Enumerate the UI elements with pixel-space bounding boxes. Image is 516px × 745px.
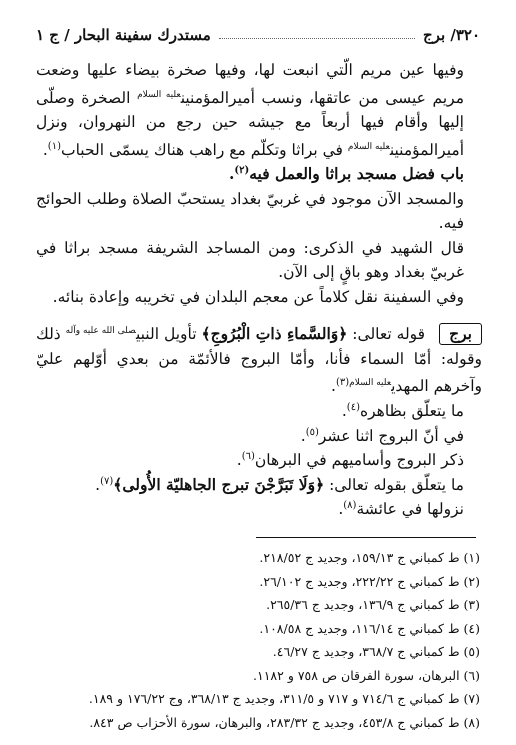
- list-item: [36, 399, 482, 424]
- book-title: مستدرك سفينة البحار / ج ١: [36, 26, 211, 44]
- footnote: (٢) ط كمباني ج ٢٢٢/٢٢، وجديد ج ٢٦/١٠٢.: [259, 573, 480, 589]
- footnote-divider: [256, 537, 476, 538]
- paragraph-text: الصخرة وصلّى إليها وأقام فيها أربعاً مع جيشه حين رجع من النهروان، ونزل أميرالمؤمنين: [36, 88, 464, 159]
- main-text: [36, 58, 482, 522]
- quran-verse: ﴿وَلَا تَبَرَّجْنَ تبرج الجاهليّة الأُولى﴾: [113, 474, 325, 494]
- footnote: (٣) ط كمباني ج ١٣٦/٩، وجديد ج ٢٦٥/٣٦.: [266, 597, 480, 612]
- footnote: (٤) ط كمباني ج ١١٦/١٤، وجديد ج ١٠٨/٥٨.: [259, 620, 480, 636]
- paragraph-text: تأويل النبي: [135, 325, 202, 344]
- paragraph-text: وفيها عين مريم الّتي انبعت لها، وفيها صخرة بيضاء عليها وضعت مريم عيسى من عاتقها، ونسب أميرالمؤمنين: [36, 61, 465, 107]
- list-item: [36, 424, 482, 449]
- item-text: ذكر البروج وأساميهم في البرهان: [254, 451, 464, 470]
- footnote-ref: (٧): [100, 475, 114, 487]
- heading-text: باب فضل مسجد براثا والعمل فيه: [249, 164, 464, 184]
- footnote-ref: (٣): [335, 377, 350, 389]
- paragraph-safina-note: وفي السفينة نقل كلاماً عن معجم البلدان في تخريبه وإعادة بنائه.: [52, 287, 464, 306]
- paragraph-shahid-dhikra: قال الشهيد في الذكرى: ومن المساجد الشريفة مسجد براثا في غربيّ بغداد وهو باقٍ إلى الآن.: [36, 238, 464, 282]
- paragraph-text: في براثا وتكلّم مع راهب هناك يسمّى الحباب: [60, 140, 348, 159]
- list-item: [36, 497, 482, 522]
- footnote-ref: (٦): [241, 450, 255, 462]
- paragraph-text: قوله تعالى:: [347, 325, 426, 344]
- footnote-ref: (٢): [234, 165, 250, 177]
- list-item: [36, 473, 482, 498]
- list-item: [36, 448, 482, 473]
- punctuation: .: [300, 426, 306, 445]
- footnotes: [36, 546, 480, 734]
- footnote: (٦) البرهان، سورة الفرقان ص ٧٥٨ و ١١٨٢.: [253, 667, 480, 683]
- footnote-ref: (٥): [305, 426, 319, 438]
- entry-label: / برج: [422, 26, 456, 44]
- honorific-mark: عليه السلام: [347, 141, 390, 152]
- item-text: في أنّ البروج اثنا عشر: [318, 426, 464, 445]
- item-text: ما يتعلّق بقوله تعالى:: [324, 475, 464, 494]
- punctuation: .: [95, 475, 101, 494]
- honorific-mark: عليه السلام: [349, 378, 392, 389]
- paragraph-spring-of-maryam: [36, 58, 482, 162]
- footnote: (٥) ط كمباني ج ٣٦٨/٧، وجديد ج ٤٦/٢٧.: [272, 644, 480, 659]
- quran-verse: ﴿وَالسَّماءِ ذاتِ الْبُرُوجِ﴾: [201, 324, 348, 344]
- section-heading-baratha-mosque: [36, 162, 482, 187]
- punctuation: .: [236, 451, 242, 470]
- footnote: (٨) ط كمباني ج ٤٥٣/٨، وجديد ج ٢٨٣/٣٢، والبرهان، سورة الأحزاب ص ٨٤٣.: [89, 714, 480, 730]
- punctuation: .: [341, 402, 347, 421]
- footnote-ref: (١): [47, 140, 61, 152]
- page-number: ٣٢٠: [455, 26, 480, 44]
- running-header: [36, 20, 480, 44]
- entry-headword: برج: [439, 323, 482, 345]
- footnote-ref: (٨): [343, 499, 357, 511]
- footnote: (٧) ط كمباني ج ٧١٤/٦ و ٧١٧ و ٣١١/٥، وجديد ج ٣٦٨/١٣، وج ١٧٦/٢٢ و ١٨٩.: [88, 691, 480, 706]
- honorific-mark: عليه السلام: [137, 89, 181, 100]
- entry-burj: [36, 319, 482, 399]
- footnote: (١) ط كمباني ج ١٥٩/١٣، وجديد ج ٢١٨/٥٢.: [259, 550, 480, 565]
- punctuation: .: [338, 500, 344, 519]
- punctuation: .: [331, 377, 336, 396]
- footnote-ref: (٤): [346, 401, 360, 413]
- punctuation: .: [42, 140, 48, 159]
- paragraph-mosque-today: والمسجد الآن موجود في غربيّ بغداد يستحبّ الصلاة وطلب الحوائج فيه.: [36, 189, 464, 233]
- item-text: ما يتعلّق بظاهره: [359, 402, 464, 421]
- punctuation: .: [228, 164, 235, 184]
- honorific-mark: صلى الله عليه وآله: [65, 326, 136, 337]
- dotted-leader: [219, 38, 415, 39]
- paragraph-text: ذلك وقوله: أمّا السماء فأنا، وأمّا البروج فالأئمّة من بعدي أوّلهم عليّ وآخرهم المهدي: [36, 325, 482, 396]
- item-text: نزولها في عائشة: [356, 500, 464, 519]
